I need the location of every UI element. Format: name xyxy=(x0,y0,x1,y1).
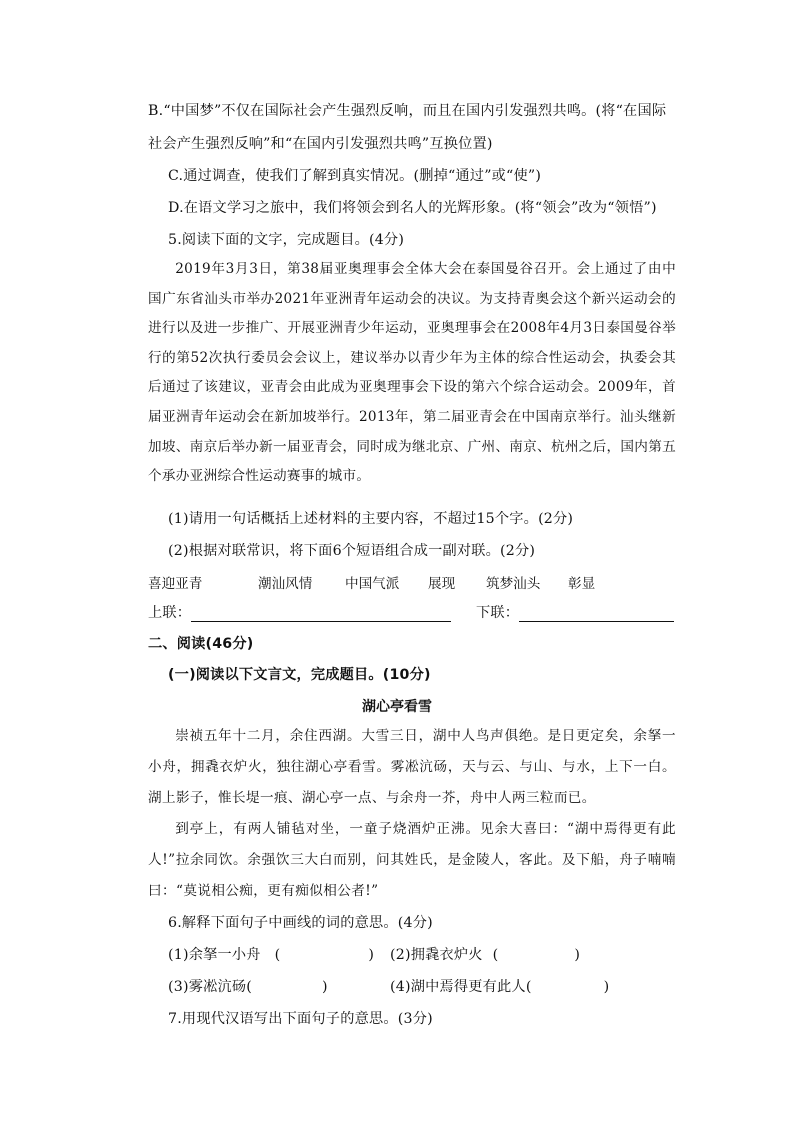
couplet-answer-row xyxy=(148,602,451,622)
classical-paragraph-2: 到亭上，有两人铺毡对坐，一童子烧酒炉正沸。见余大喜曰：“湖中焉得更有此人!”拉余同饮。余强饮三大白而别，问其姓氏，是金陵人，客此。及下船，舟子喃喃曰：“莫说相公痴，更有痴似相公者!” xyxy=(148,821,676,899)
q6-item-1-text: (1)余拏一小舟 xyxy=(168,947,261,963)
classical-reading-heading: (一)阅读以下文言文，完成题目。(10分) xyxy=(168,667,431,683)
upper-couplet-blank[interactable] xyxy=(191,605,451,622)
option-b-line2: 社会产生强烈反响”和“在国内引发强烈共鸣”互换位置) xyxy=(148,136,493,152)
question-7-prompt: 7.用现代汉语写出下面句子的意思。(3分) xyxy=(168,1011,433,1027)
q6-item-2: (2)拥毳衣炉火 ( ) xyxy=(390,947,581,963)
q6-item-2-text: (2)拥毳衣炉火 xyxy=(390,947,483,963)
lower-couplet-blank[interactable] xyxy=(519,605,674,622)
upper-couplet-label: 上联： xyxy=(148,605,192,621)
phrase-5: 筑梦汕头 xyxy=(486,576,541,592)
option-d: D.在语文学习之旅中，我们将领会到名人的光辉形象。(将“领会”改为“领悟”) xyxy=(168,200,657,216)
section-2-heading: 二、阅读(46分) xyxy=(148,636,254,652)
question-5-prompt: 5.阅读下面的文字，完成题目。(4分) xyxy=(168,232,405,248)
q6-item-1: (1)余拏一小舟 ( ) xyxy=(168,947,375,963)
classical-paragraph-1: 崇祯五年十二月，余住西湖。大雪三日，湖中人鸟声俱绝。是日更定矣，余拏一小舟，拥毳衣炉火，独往湖心亭看雪。雾凇沆砀，天与云、与山、与水，上下一白。湖上影子，惟长堤一痕、湖心亭一点、与余舟一芥，舟中人两三粒而已。 xyxy=(148,728,676,806)
lower-couplet-row xyxy=(476,602,674,622)
q6-item-3: (3)雾凇沆砀( ) xyxy=(168,979,328,995)
option-c: C.通过调查，使我们了解到真实情况。(删掉“通过”或“使”) xyxy=(168,168,542,184)
phrase-2: 潮汕风情 xyxy=(258,576,313,592)
phrase-6: 彰显 xyxy=(568,576,596,592)
phrase-3: 中国气派 xyxy=(345,576,400,592)
phrase-1: 喜迎亚青 xyxy=(148,576,203,592)
question-5-sub1: (1)请用一句话概括上述材料的主要内容，不超过15个字。(2分) xyxy=(168,511,574,527)
phrase-4: 展现 xyxy=(428,576,456,592)
question-6-prompt: 6.解释下面句子中画线的词的意思。(4分) xyxy=(168,915,433,931)
question-5-passage: 2019年3月3日，第38届亚奥理事会全体大会在泰国曼谷召开。会上通过了由中国广东省汕头市举办2021年亚洲青年运动会的决议。为支持青奥会这个新兴运动会的进行以及进一步推广、开展亚洲青少年运动，亚奥理事会在2008年4月3日泰国曼谷举行的第52次执行委员会会议上，建议举办以青少年为主体的综合性运动会，执委会其后通过了该建议，亚青会由此成为亚奥理事会下设的第六个综合运动会。2009年，首届亚洲青年运动会在新加坡举行。2013年，第二届亚青会在中国南京举行。汕头继新加坡、南京后举办新一届亚青会，同时成为继北京、广州、南京、杭州之后，国内第五个承办亚洲综合性运动赛事的城市。 xyxy=(148,261,676,485)
option-b-line1: B.“中国梦”不仅在国际社会产生强烈反响，而且在国内引发强烈共鸣。(将“在国际 xyxy=(148,103,667,119)
lower-couplet-label: 下联： xyxy=(476,605,520,621)
q6-item-4-text: (4)湖中焉得更有此人 xyxy=(390,979,526,995)
question-5-sub2: (2)根据对联常识，将下面6个短语组合成一副对联。(2分) xyxy=(168,543,536,559)
q6-item-3-text: (3)雾凇沆砀 xyxy=(168,979,247,995)
passage-title: 湖心亭看雪 xyxy=(362,699,432,715)
q6-item-4: (4)湖中焉得更有此人( ) xyxy=(390,979,610,995)
